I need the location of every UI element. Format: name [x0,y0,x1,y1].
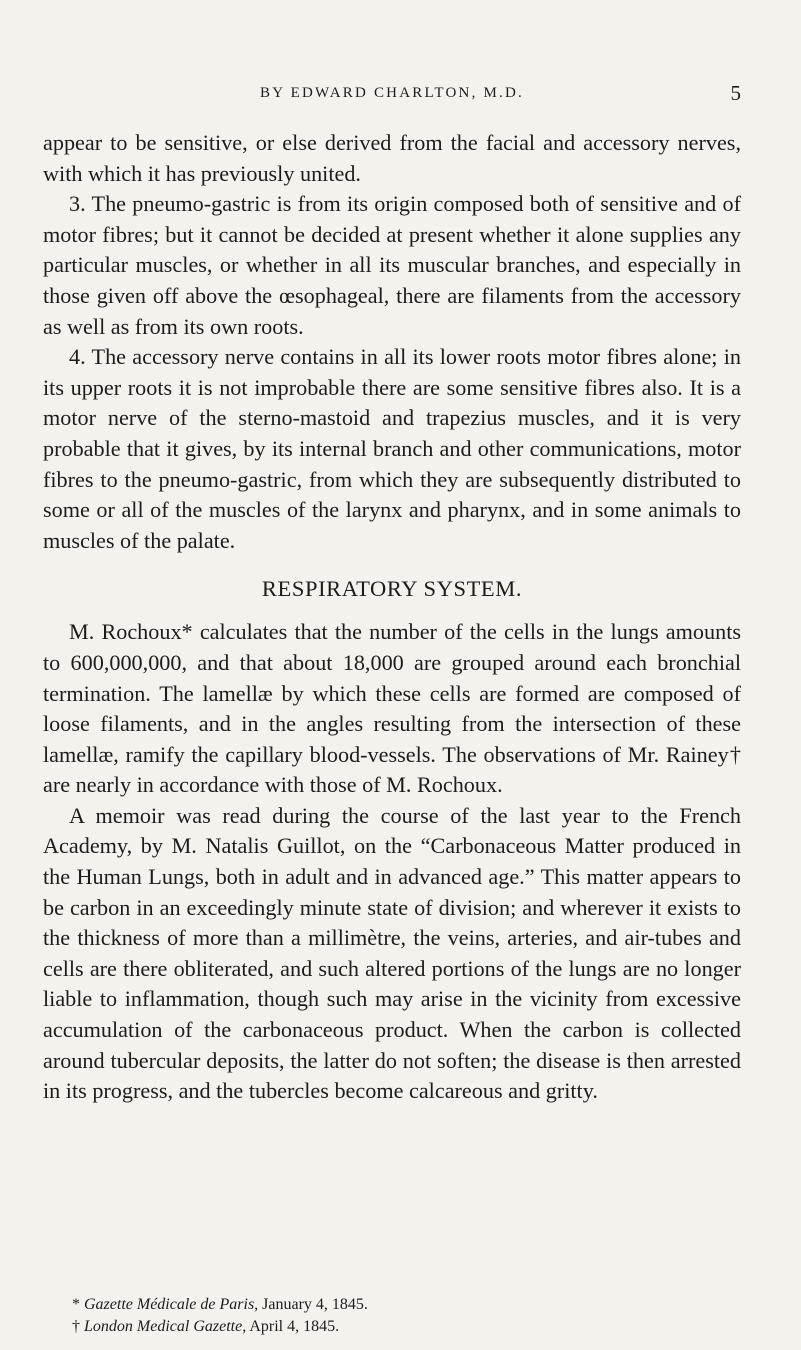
paragraph: 4. The accessory nerve contains in all its lower roots motor fibres alone; in its upper roots it is not improbable there are some sensitive fibres also. It is a motor nerve of the sterno-mastoid and trapezius muscles, and it is very probable that it gives, by its internal branch and other communications, motor fibres to the pneumo-gastric, from which they are subsequently distributed to some or all of the muscles of the larynx and pharynx, and in some animals to muscles of the palate. [43,344,741,553]
footnote-source: Gazette Médicale de Paris, [84,1296,259,1313]
running-title: BY EDWARD CHARLTON, M.D. [260,85,524,101]
footnote-marker: * [72,1296,80,1313]
section-heading: RESPIRATORY SYSTEM. [261,576,523,602]
footnote-date: January 4, 1845. [262,1296,368,1313]
running-head [43,81,741,105]
footnote-date: April 4, 1845. [249,1318,340,1335]
footnotes [43,1294,741,1338]
footnote-marker: † [72,1318,80,1335]
paragraph: M. Rochoux* calculates that the number of the cells in the lungs amounts to 600,000,000, and that about 18,000 are grouped around each bronchial termination. The lamellæ by which these cells are formed are composed of loose filaments, and in the angles resulting from the intersection of these lamellæ, ramify the capillary blood-vessels. The observations of Mr. Rainey† are nearly in accordance with those of M. Rochoux. [43,619,741,798]
footnote [43,1316,741,1338]
footnote [43,1294,741,1316]
body-text [43,128,741,1107]
paragraph: appear to be sensitive, or else derived from the facial and accessory nerves, with which it has previously united. [43,130,741,186]
footnote-source: London Medical Gazette, [84,1318,247,1335]
paragraph: A memoir was read during the course of the last year to the French Academy, by M. Natalis Guillot, on the “Carbonaceous Matter produced in the Human Lungs, both in adult and in advanced age.” This matter appears to be carbon in an exceedingly minute state of division; and wherever it exists to the thickness of more than a millimètre, the veins, arteries, and air-tubes and cells are there obliterated, and such altered portions of the lungs are no longer liable to inflammation, though such may arise in the vicinity from excessive accumulation of the carbonaceous product. When the carbon is collected around tubercular deposits, the latter do not soften; the disease is then arrested in its progress, and the tubercles become calcareous and gritty. [43,802,741,1104]
paragraph: 3. The pneumo-gastric is from its origin composed both of sensitive and of motor fibres; but it cannot be decided at present whether it alone supplies any particular muscles, or whether in all its muscular branches, and especially in those given off above the œsophageal, there are filaments from the accessory as well as from its own roots. [43,191,741,339]
page-number: 5 [730,81,741,105]
